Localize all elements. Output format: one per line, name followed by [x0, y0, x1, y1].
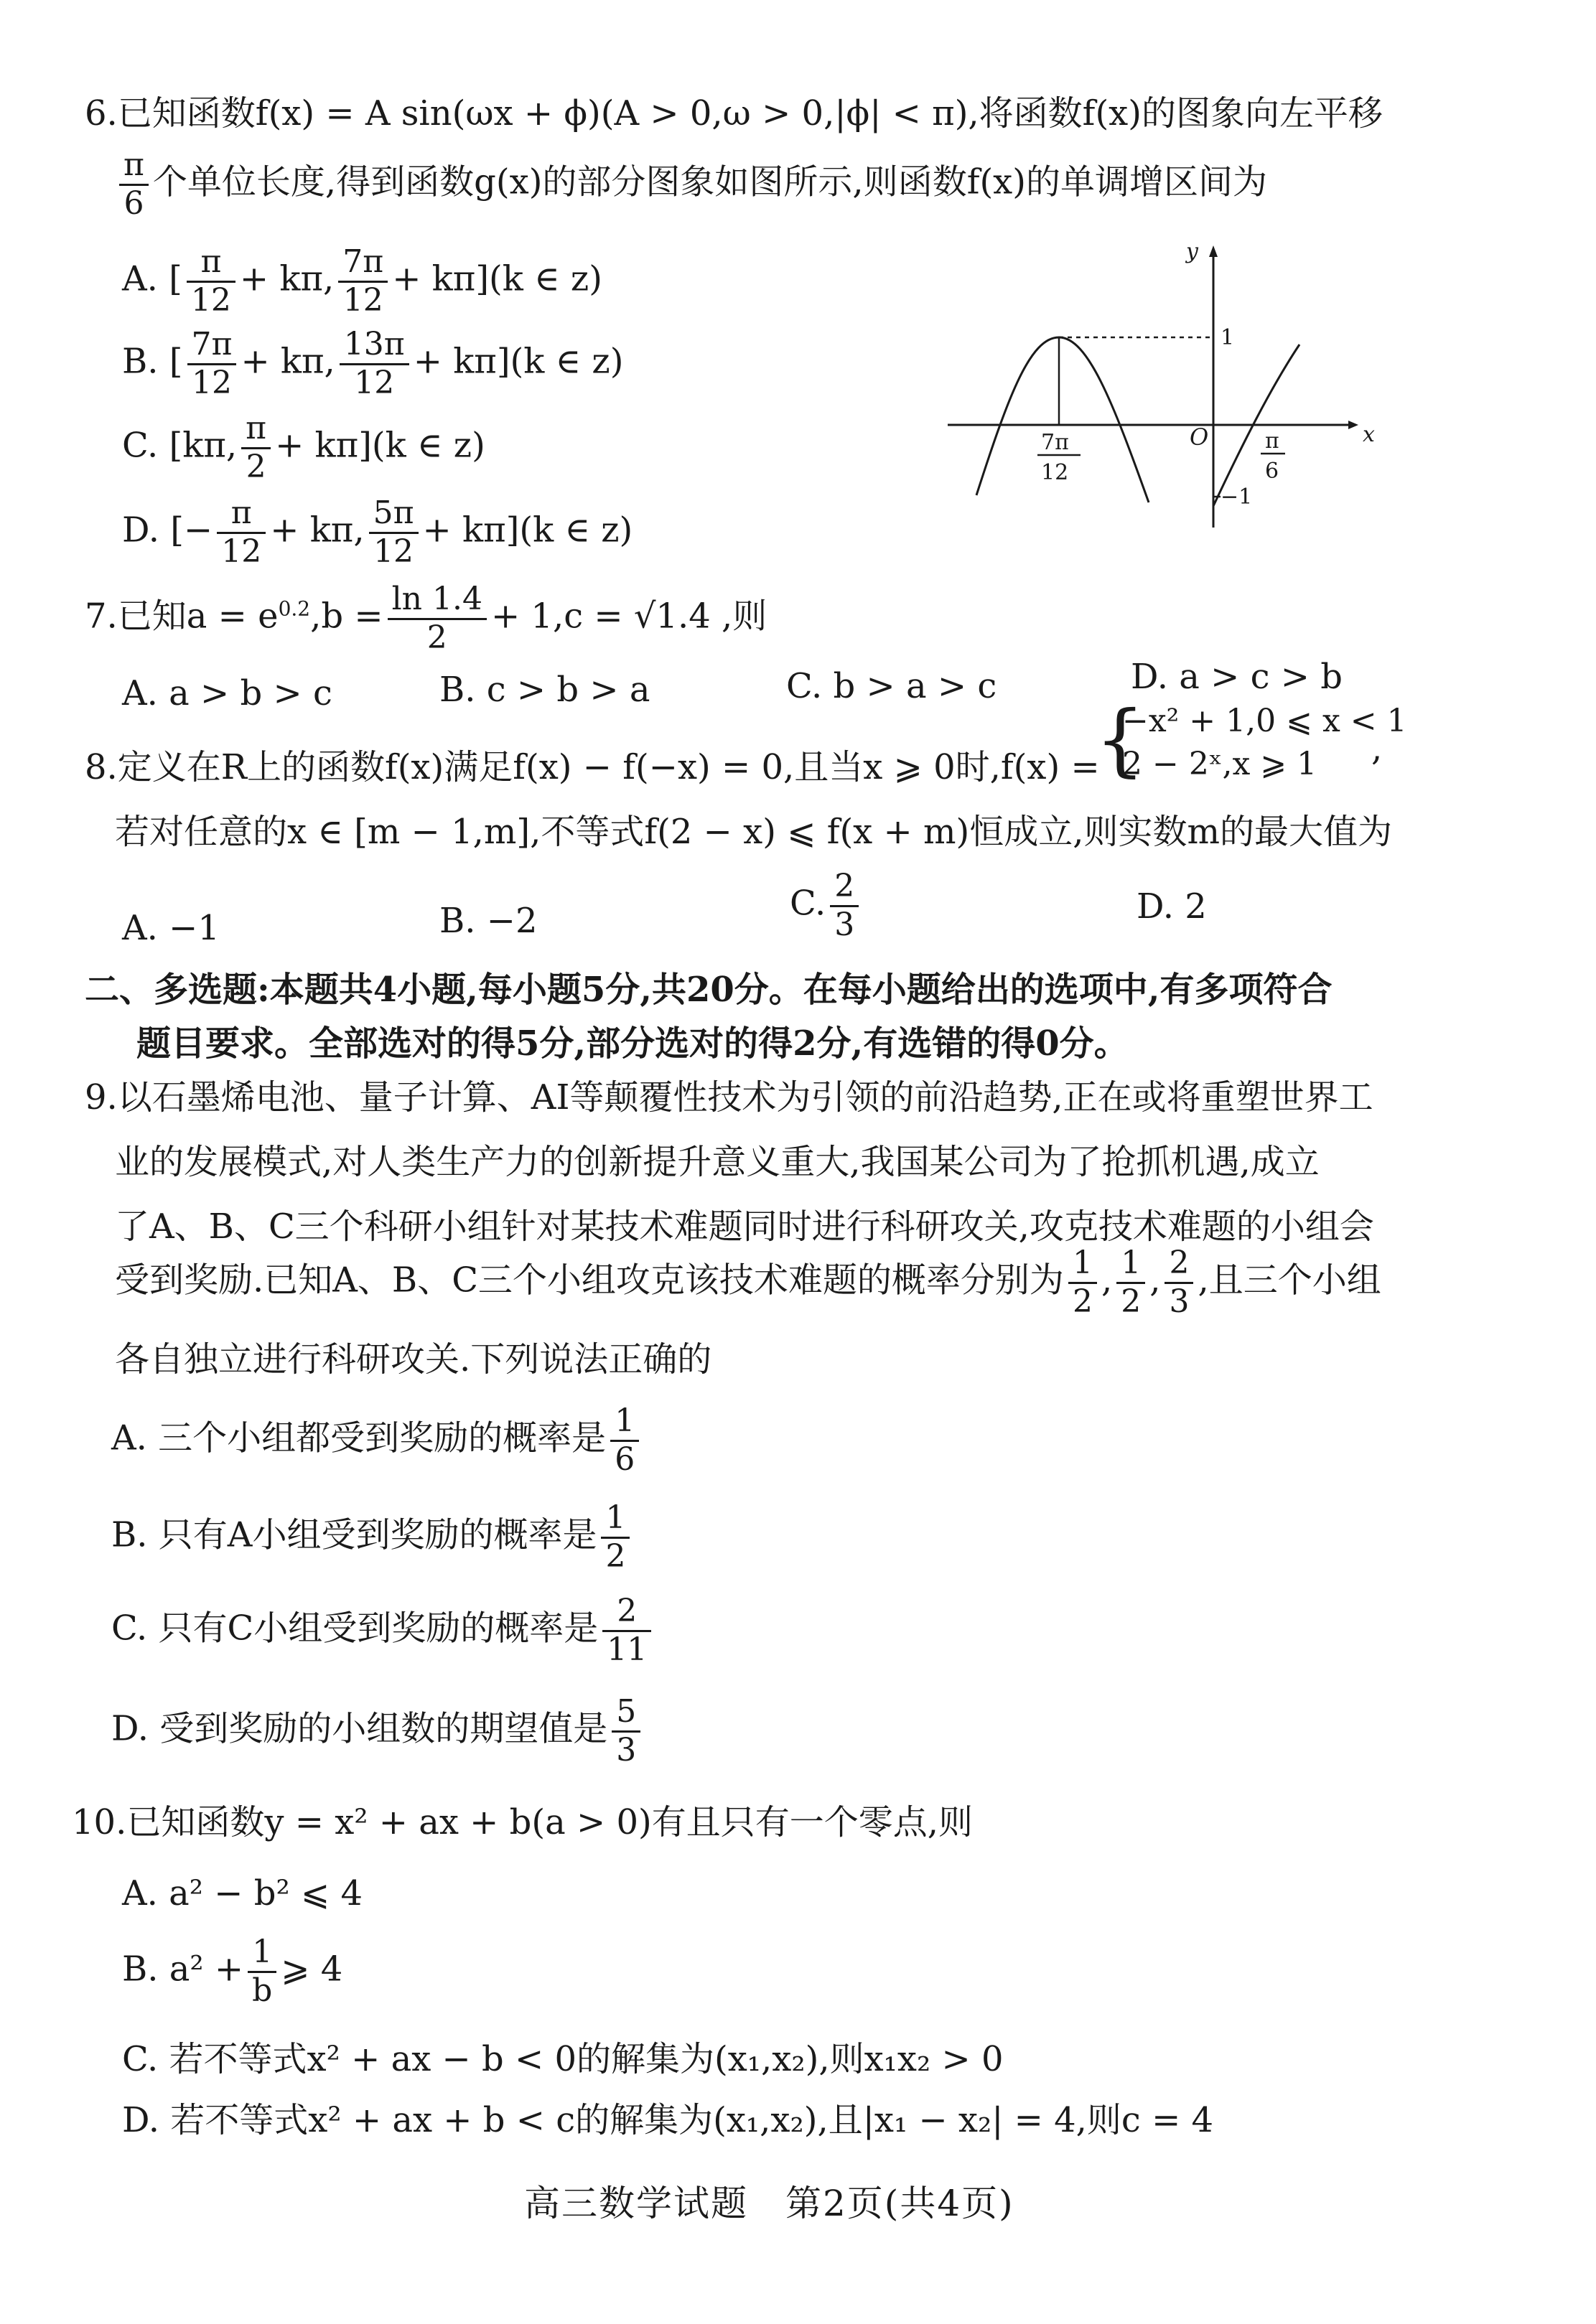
q7-option-a: A. a > b > c [122, 673, 332, 713]
q10-option-d: D. 若不等式x² + ax + b < c的解集为(x₁,x₂),且|x₁ − x₂| = 4,则c = 4 [122, 2100, 1214, 2140]
piecewise-case-2: 2 − 2ˣ,x ⩾ 1 [1122, 746, 1317, 782]
q9-option-d: D. 受到奖励的小组数的期望值是 $\frac{5}{3}$ [111, 1694, 645, 1768]
q10-stem: 10.已知函数y = x² + ax + b(a > 0)有且只有一个零点,则 [72, 1802, 973, 1842]
section2-header-line1: 二、多选题:本题共4小题,每小题5分,共20分。在每小题给出的选项中,有多项符合 [85, 970, 1333, 1010]
q7-option-c: C. b > a > c [786, 666, 997, 706]
q8-stem-line1: 8.定义在R上的函数f(x)满足f(x) − f(−x) = 0,且当x ⩾ 0时,f(x) = [85, 747, 1100, 787]
y-axis-label: y [1186, 239, 1198, 264]
q6-option-a: A. [ $\frac{\pi}{12}$ + kπ, $\frac{7\pi}{12}$ + kπ](k ∈ z) [122, 243, 602, 319]
q9-line5: 各自独立进行科研攻关.下列说法正确的 [115, 1339, 712, 1379]
piecewise-comma: , [1371, 728, 1383, 769]
tick-pi-6-num: π [1265, 428, 1279, 454]
q6-option-b: B. [ $\frac{7\pi}{12}$ + kπ, $\frac{13\pi}{12}$ + kπ](k ∈ z) [122, 326, 624, 401]
q9-line2: 业的发展模式,对人类生产力的创新提升意义重大,我国某公司为了抢抓机遇,成立 [115, 1142, 1320, 1182]
q9-option-a: A. 三个小组都受到奖励的概率是 $\frac{1}{6}$ [111, 1403, 643, 1478]
q9-line1: 9.以石墨烯电池、量子计算、AI等颠覆性技术为引领的前沿趋势,正在或将重塑世界工 [85, 1077, 1373, 1118]
y-one-label: 1 [1221, 325, 1235, 350]
q10-option-c: C. 若不等式x² + ax − b < 0的解集为(x₁,x₂),则x₁x₂ > 0 [122, 2039, 1004, 2079]
x-axis-arrow [1348, 421, 1358, 429]
q8-option-b: B. −2 [439, 901, 538, 941]
y-axis-arrow [1209, 245, 1218, 257]
q7-option-b: B. c > b > a [439, 670, 650, 710]
q8-option-c: C. $\frac{2}{3}$ [790, 868, 863, 943]
q6-stem-line1: 6.已知函数f(x) = A sin(ωx + ϕ)(A > 0,ω > 0,|ϕ| < π),将函数f(x)的图象向左平移 [85, 93, 1383, 133]
q9-option-c: C. 只有C小组受到奖励的概率是 $\frac{2}{11}$ [111, 1593, 655, 1668]
x-axis-label: x [1363, 422, 1375, 447]
q9-line4: 受到奖励.已知A、B、C三个小组攻克该技术难题的概率分别为 $\frac{1}{2}$ , $\frac{1}{2}$ , $\frac{2}{3}$ ,且三个小组 [115, 1245, 1381, 1320]
page-footer: 高三数学试题 第2页(共4页) [524, 2183, 1014, 2224]
q10-option-b: B. a² + $\frac{1}{b}$ ⩾ 4 [122, 1934, 343, 2009]
q8-stem-line2: 若对任意的x ∈ [m − 1,m],不等式f(2 − x) ⩽ f(x + m)恒成立,则实数m的最大值为 [115, 812, 1393, 852]
q7-option-d: D. a > c > b [1131, 657, 1343, 697]
piecewise-brace: { [1095, 693, 1145, 785]
q7-stem: 7.已知$a = e^{0.2},b$ = $\frac{\ln 1.4}{2}$ + 1,c = √1.4 ,则 [85, 581, 767, 656]
q6-option-d: D. [− $\frac{\pi}{12}$ + kπ, $\frac{5\pi}{12}$ + kπ](k ∈ z) [122, 495, 633, 570]
q9-line3: 了A、B、C三个科研小组针对某技术难题同时进行科研攻关,攻克技术难题的小组会 [115, 1206, 1374, 1247]
piecewise-case-1: −x² + 1,0 ⩽ x < 1 [1122, 703, 1407, 739]
tick-7pi-12-den: 12 [1041, 460, 1069, 485]
q8-option-d: D. 2 [1137, 886, 1207, 927]
tick-7pi-12-num: 7π [1041, 430, 1069, 455]
y-neg-one-label: −1 [1221, 484, 1253, 510]
q10-option-a: A. a² − b² ⩽ 4 [122, 1873, 363, 1913]
q6-stem-line2: $\frac{\pi}{6}$ 个单位长度,得到函数g(x)的部分图象如图所示,则函数f(x)的单调增区间为 [115, 147, 1267, 222]
tick-pi-6-den: 6 [1265, 459, 1279, 484]
section2-header-line2: 题目要求。全部选对的得5分,部分选对的得2分,有选错的得0分。 [136, 1023, 1129, 1064]
q8-option-a: A. −1 [122, 908, 220, 948]
origin-label: O [1190, 423, 1209, 451]
q7-b-fraction: $\frac{\ln 1.4}{2}$ [388, 581, 487, 656]
q6-option-c: C. [kπ, $\frac{\pi}{2}$ + kπ](k ∈ z) [122, 410, 485, 485]
q9-option-b: B. 只有A小组受到奖励的概率是 $\frac{1}{2}$ [111, 1500, 634, 1575]
q6-function-graph [933, 237, 1378, 538]
q6-shift-fraction: $\frac{\pi}{6}$ [119, 147, 149, 222]
